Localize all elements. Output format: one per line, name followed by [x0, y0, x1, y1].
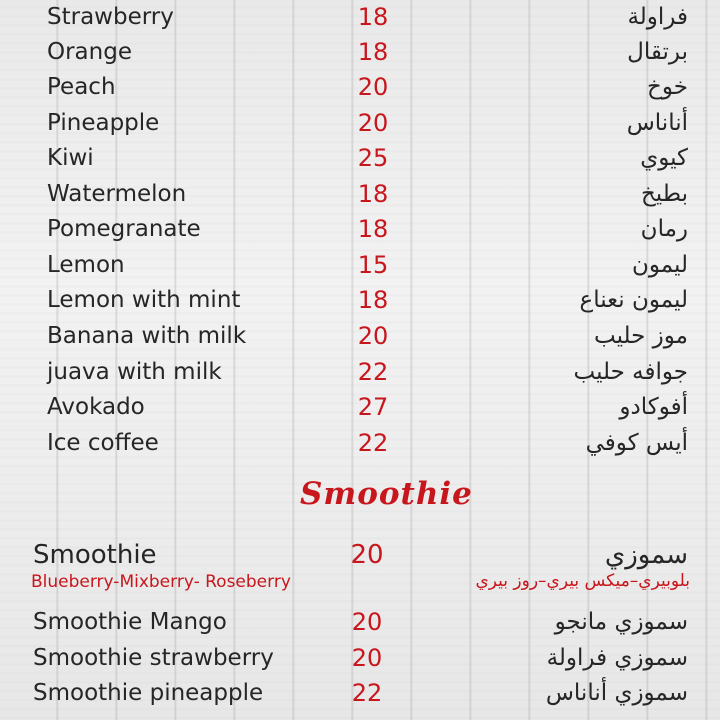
item-name: Peach	[47, 74, 116, 100]
menu-item	[0, 248, 720, 282]
item-price: 20	[351, 644, 383, 672]
item-price: 20	[357, 109, 389, 137]
item-flavors: Blueberry-Mixberry- Roseberry	[31, 572, 291, 592]
menu-item	[0, 426, 720, 460]
menu-item	[0, 0, 720, 34]
item-name: Pomegranate	[47, 216, 201, 242]
item-name-arabic: رمان	[640, 216, 688, 242]
menu-item-featured	[0, 536, 720, 574]
item-price: 15	[357, 251, 389, 279]
item-price: 22	[357, 358, 389, 386]
menu-item	[0, 676, 720, 710]
menu-item	[0, 641, 720, 675]
item-name-arabic: أناناس	[626, 110, 688, 136]
item-name: Lemon	[47, 252, 125, 278]
item-name: Avokado	[47, 394, 145, 420]
item-name-arabic: برتقال	[627, 39, 688, 65]
item-price: 27	[357, 393, 389, 421]
item-name: Banana with milk	[47, 323, 247, 349]
item-price: 20	[357, 73, 389, 101]
item-name: Smoothie Mango	[33, 609, 227, 635]
item-price: 22	[351, 679, 383, 707]
menu-item	[0, 212, 720, 246]
item-price: 20	[350, 540, 384, 570]
item-name: Smoothie strawberry	[33, 645, 274, 671]
item-name-arabic: جوافه حليب	[573, 359, 688, 385]
item-name-arabic: بطيخ	[640, 181, 688, 207]
item-name-arabic: كيوي	[640, 145, 688, 171]
item-name-arabic: فراولة	[627, 4, 688, 30]
item-price: 18	[357, 180, 389, 208]
item-name-arabic: موز حليب	[594, 323, 688, 349]
item-name: Ice coffee	[47, 430, 159, 456]
item-price: 18	[357, 286, 389, 314]
item-price: 25	[357, 144, 389, 172]
item-price: 18	[357, 3, 389, 31]
item-name: Smoothie	[33, 540, 157, 570]
menu-item	[0, 355, 720, 389]
item-name: Kiwi	[47, 145, 94, 171]
item-price: 18	[357, 215, 389, 243]
menu-item	[0, 70, 720, 104]
item-name: Orange	[47, 39, 132, 65]
item-price: 22	[357, 429, 389, 457]
item-price: 20	[351, 608, 383, 636]
menu-item	[0, 283, 720, 317]
menu-item	[0, 319, 720, 353]
item-name-arabic: ليمون نعناع	[579, 287, 688, 313]
item-name: Strawberry	[47, 4, 174, 30]
item-price: 18	[357, 38, 389, 66]
item-name-arabic: ليمون	[631, 252, 688, 278]
item-name: Smoothie pineapple	[33, 680, 264, 706]
item-flavors-arabic: بلوبيري–ميكس بيري–روز بيري	[475, 571, 690, 591]
item-name-arabic: سموزي	[604, 540, 688, 570]
menu-item	[0, 390, 720, 424]
item-name: juava with milk	[47, 359, 222, 385]
menu-item	[0, 35, 720, 69]
item-name-arabic: سموزي أناناس	[545, 680, 688, 706]
item-name-arabic: خوخ	[647, 74, 688, 100]
menu-item	[0, 106, 720, 140]
item-name: Watermelon	[47, 181, 187, 207]
item-name-arabic: أفوكادو	[619, 394, 688, 420]
item-name-arabic: أيس كوفي	[585, 430, 688, 456]
item-name: Pineapple	[47, 110, 160, 136]
menu-item	[0, 605, 720, 639]
smoothie-heading: Smoothie	[300, 476, 473, 512]
item-name-arabic: سموزي فراولة	[546, 645, 688, 671]
item-price: 20	[357, 322, 389, 350]
item-name-arabic: سموزي مانجو	[554, 609, 688, 635]
menu-item	[0, 177, 720, 211]
item-name: Lemon with mint	[47, 287, 241, 313]
menu-item	[0, 141, 720, 175]
